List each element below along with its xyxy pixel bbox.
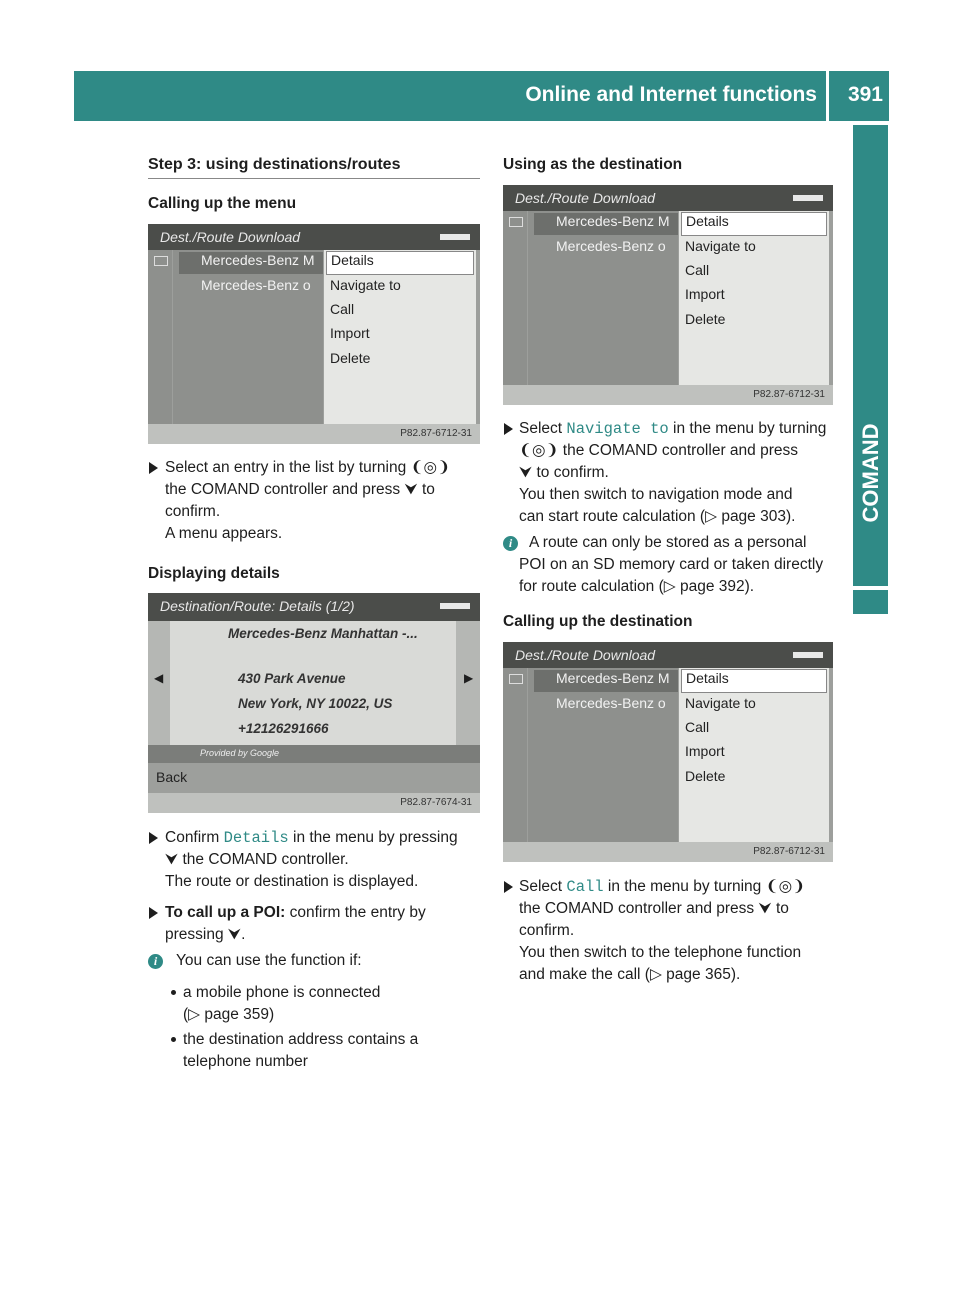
header-title: Online and Internet functions bbox=[525, 83, 817, 106]
list-item: Mercedes-Benz o bbox=[556, 695, 666, 711]
screen-title: Dest./Route Download bbox=[515, 647, 656, 663]
provider-label: Provided by Google bbox=[200, 748, 280, 758]
step-arrow-icon bbox=[149, 462, 158, 474]
section-heading: Step 3: using destinations/routes bbox=[148, 156, 401, 173]
step-select-navigate: Select Navigate to in the menu by turning ❨◎❩ the COMAND controller and press ⮟ to confirm. You then switch to navigation mode and can start route calculation (▷ page 303). bbox=[519, 420, 827, 525]
detail-street: 430 Park Avenue bbox=[238, 671, 346, 686]
info-route-storage: A route can only be stored as a personal POI on an SD memory card or taken directly for route calculation (▷ page 392). bbox=[519, 534, 824, 595]
list-item: Mercedes-Benz o bbox=[201, 277, 311, 293]
back-icon bbox=[509, 674, 523, 684]
bullet-mobile-phone: a mobile phone is connected (▷ page 359) bbox=[183, 984, 381, 1023]
subheading-using-destination: Using as the destination bbox=[503, 156, 683, 173]
back-button: Back bbox=[156, 769, 188, 785]
page-number: 391 bbox=[847, 83, 883, 106]
image-code: P82.87-7674-31 bbox=[400, 797, 472, 808]
menu-item-delete: Delete bbox=[685, 768, 726, 784]
arrow-right-icon: ▶ bbox=[464, 671, 474, 685]
menu-item-details: Details bbox=[681, 669, 827, 693]
menu-item-navigate: Navigate to bbox=[685, 695, 756, 711]
menu-item-navigate: Navigate to bbox=[330, 277, 401, 293]
detail-name: Mercedes-Benz Manhattan -... bbox=[228, 626, 418, 641]
turn-controller-icon: ❨◎❩ bbox=[765, 878, 806, 895]
info-icon: i bbox=[503, 536, 518, 551]
image-code: P82.87-6712-31 bbox=[753, 389, 825, 400]
press-controller-icon: ⮟ bbox=[758, 900, 772, 917]
image-code: P82.87-6712-31 bbox=[753, 846, 825, 857]
signal-icon bbox=[793, 195, 823, 201]
signal-icon bbox=[440, 603, 470, 609]
step-arrow-icon bbox=[149, 832, 158, 844]
menu-item-import: Import bbox=[685, 286, 725, 302]
bullet-telephone-number: the destination address contains a telephone number bbox=[183, 1031, 419, 1070]
menu-item-import: Import bbox=[685, 743, 725, 759]
info-icon: i bbox=[148, 954, 163, 969]
prev-pane bbox=[148, 621, 170, 745]
image-code: P82.87-6712-31 bbox=[400, 428, 472, 439]
side-tab-label: COMAND bbox=[857, 423, 883, 523]
menu-item-delete: Delete bbox=[685, 311, 726, 327]
subheading-calling-menu: Calling up the menu bbox=[148, 195, 297, 212]
bullet bbox=[171, 990, 176, 995]
screen-title: Destination/Route: Details (1/2) bbox=[160, 598, 355, 614]
list-item: Mercedes-Benz M bbox=[534, 670, 678, 692]
turn-controller-icon: ❨◎❩ bbox=[519, 442, 559, 459]
step-arrow-icon bbox=[149, 907, 158, 919]
screenshot-menu-1 bbox=[148, 224, 480, 444]
menu-item-call: Call bbox=[330, 301, 355, 317]
screen-title: Dest./Route Download bbox=[160, 229, 301, 245]
screenshot-details bbox=[148, 593, 480, 813]
menu-item-details: Details bbox=[681, 212, 827, 236]
menu-item-call: Call bbox=[685, 719, 710, 735]
signal-icon bbox=[793, 652, 823, 658]
press-controller-icon: ⮟ bbox=[165, 851, 179, 868]
step-confirm-details: Confirm Details in the menu by pressing ⮟ the COMAND controller. The route or destination is displayed. bbox=[165, 829, 458, 890]
signal-icon bbox=[440, 234, 470, 240]
heading-rule bbox=[148, 178, 480, 179]
next-pane bbox=[456, 621, 480, 745]
press-controller-icon: ⮟ bbox=[519, 464, 533, 481]
arrow-left-icon: ◀ bbox=[154, 671, 164, 685]
back-icon bbox=[154, 256, 168, 266]
list-item: Mercedes-Benz M bbox=[534, 213, 678, 235]
menu-item-navigate: Navigate to bbox=[685, 238, 756, 254]
header-divider bbox=[826, 71, 829, 121]
step-arrow-icon bbox=[504, 881, 513, 893]
list-item: Mercedes-Benz M bbox=[179, 252, 323, 274]
list-item: Mercedes-Benz o bbox=[556, 238, 666, 254]
detail-city: New York, NY 10022, US bbox=[238, 696, 393, 711]
subheading-details: Displaying details bbox=[148, 565, 280, 582]
turn-controller-icon: ❨◎❩ bbox=[410, 459, 451, 476]
menu-item-import: Import bbox=[330, 325, 370, 341]
side-tab-marker bbox=[853, 590, 888, 614]
detail-phone: +12126291666 bbox=[238, 721, 329, 736]
step-select-call: Select Call in the menu by turning ❨◎❩ the COMAND controller and press ⮟ to confirm. You then switch to the telephone function and make the call (▷ page 365). bbox=[519, 878, 806, 983]
info-text: You can use the function if: bbox=[176, 952, 362, 969]
step-select-entry: Select an entry in the list by turning ❨◎❩ the COMAND controller and press ⮟ to confirm. A menu appears. bbox=[165, 459, 451, 542]
step-call-poi: To call up a POI: confirm the entry by pressing ⮟. bbox=[165, 904, 426, 943]
screenshot-menu-2 bbox=[503, 185, 833, 405]
bullet bbox=[171, 1037, 176, 1042]
step-arrow-icon bbox=[504, 423, 513, 435]
menu-item-call: Call bbox=[685, 262, 710, 278]
screenshot-menu-3 bbox=[503, 642, 833, 862]
press-controller-icon: ⮟ bbox=[227, 926, 242, 943]
screen-title: Dest./Route Download bbox=[515, 190, 656, 206]
subheading-calling-destination: Calling up the destination bbox=[503, 613, 693, 630]
page-header bbox=[74, 71, 889, 121]
side-tab bbox=[853, 125, 888, 586]
menu-item-delete: Delete bbox=[330, 350, 371, 366]
press-controller-icon: ⮟ bbox=[404, 481, 418, 498]
back-icon bbox=[509, 217, 523, 227]
menu-item-details: Details bbox=[326, 251, 474, 275]
